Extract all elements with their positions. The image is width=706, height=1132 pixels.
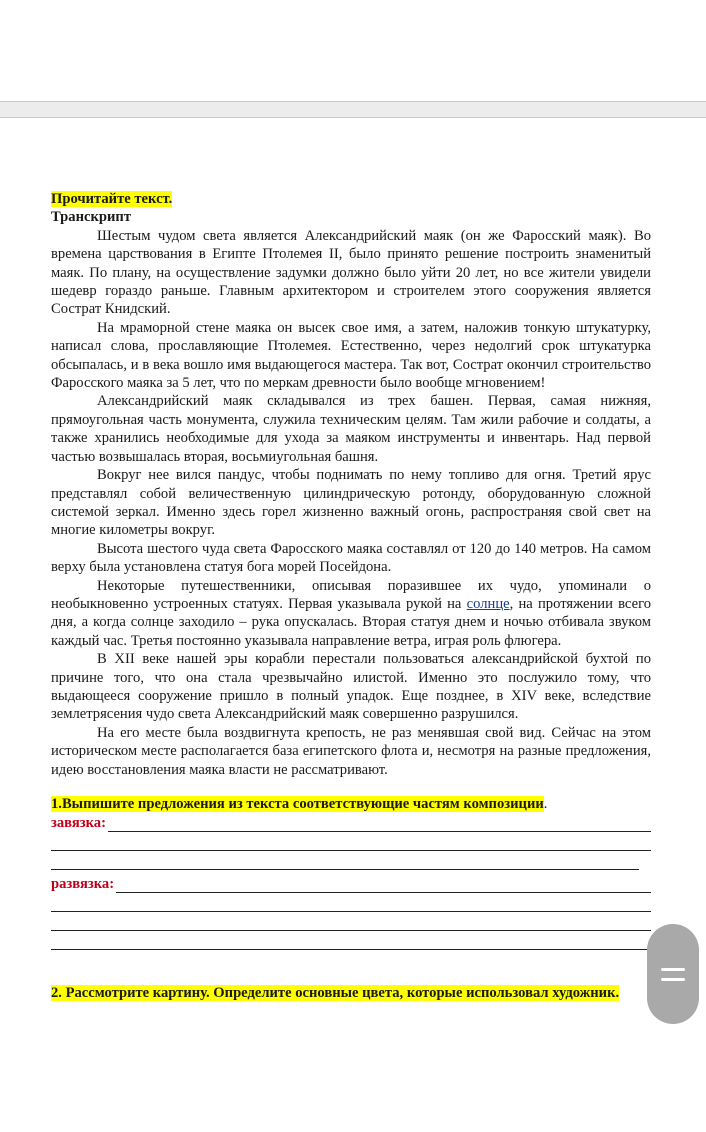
drag-handle-icon[interactable] bbox=[647, 924, 699, 1024]
transcript-title: Транскрипт bbox=[51, 209, 131, 226]
previous-page bbox=[0, 0, 706, 102]
handle-bar bbox=[661, 968, 685, 971]
answer-row-razvyazka bbox=[51, 874, 651, 893]
paragraph-7: В XII веке нашей эры корабли перестали пользоваться александрийской бухтой по причине того, что она стала чрезвычайно илистой. Именно это послужило тому, что выдающееся сооружение пришло в полный упадок. Еще позднее, в XIV веке, вследствие землетрясения чудо света Александрийский маяк совершенно разрушился. bbox=[51, 651, 651, 723]
paragraph-4: Вокруг нее вился пандус, чтобы поднимать по нему топливо для огня. Третий ярус представлял собой величественную цилиндрическую ротонду, оборудованную сложной системой зеркал. Именно здесь горел жизненно важный огонь, распространяя свой свет на многие километры вокруг. bbox=[51, 467, 651, 539]
answer-row-zavyazka bbox=[51, 813, 651, 832]
answer-line bbox=[51, 851, 639, 870]
answer-line bbox=[116, 877, 651, 893]
answer-line bbox=[51, 832, 651, 851]
answer-line bbox=[51, 893, 651, 912]
task-2-title-text: 2. Рассмотрите картину. Определите основные цвета, которые использовал художник. bbox=[51, 985, 620, 1002]
paragraph-6-start: Некоторые путешественники, описывая поразившее их чудо, упоминали о необыкновенно устроенных статуях. Первая указывала рукой на bbox=[51, 577, 651, 612]
zavyazka-label: завязка: bbox=[51, 815, 106, 831]
paragraph-3: Александрийский маяк складывался из трех башен. Первая, самая нижняя, прямоугольная часть монумента, служила техническим целям. Там жили рабочие и солдаты, а также хранились необходимые для ухода за маяком инструменты и инвентарь. Над первой частью возвышалась вторая, восьмиугольная башня. bbox=[51, 393, 651, 465]
task-1-title-text: 1.Выпишите предложения из текста соответствующие частям композиции bbox=[51, 796, 544, 812]
task-heading-text: Прочитайте текст. bbox=[51, 191, 173, 207]
task-heading bbox=[51, 190, 651, 208]
paragraph-8: На его месте была воздвигнута крепость, не раз менявшая свой вид. Сейчас на этом историческом месте располагается база египетского флота и, несмотря на разные предложения, идею восстановления маяка власти не рассматривают. bbox=[51, 724, 651, 778]
handle-bar bbox=[661, 978, 685, 981]
sun-link[interactable]: солнце bbox=[466, 595, 510, 612]
razvyazka-label: развязка: bbox=[51, 876, 115, 892]
paragraph-6-end: , на протяжении всего дня, а когда солнце заходило – рука опускалась. Вторая статуя днем и ночью отбивала звуком каждый час. Третья постоянно указывала направление ветра, играя роль флюгера. bbox=[51, 595, 651, 649]
task-1-title-period: . bbox=[543, 796, 548, 812]
answer-line bbox=[51, 912, 651, 931]
document-content bbox=[51, 190, 651, 1017]
task-1 bbox=[51, 795, 651, 950]
task-1-title bbox=[51, 795, 651, 813]
paragraph-2: На мраморной стене маяка он высек свое имя, а затем, наложив тонкую штукатурку, написал слова, прославляющие Птолемея. Естественно, через недолгий срок штукатурка обсыпалась, и в века вошло имя выдающегося мастера. Так вот, Сострат окончил строительство Фаросского маяка за 5 лет, что по меркам древности было вообще мгновением! bbox=[51, 319, 651, 392]
paragraph-6 bbox=[51, 577, 651, 651]
paragraph-5: Высота шестого чуда света Фаросского маяка составлял от 120 до 140 метров. На самом верху была установлена статуя бога морей Посейдона. bbox=[51, 540, 651, 576]
answer-line bbox=[51, 931, 651, 950]
answer-line bbox=[108, 816, 651, 832]
paragraph-1: Шестым чудом света является Александрийский маяк (он же Фаросский маяк). Во времена царствования в Египте Птолемея II, было принято решение построить знаменитый маяк. По плану, на осуществление задумки должно было уйти 20 лет, но все жители увидели шедевр гораздо раньше. Главным архитектором и строителем этого сооружения является Сострат Книдский. bbox=[51, 227, 651, 318]
task-2 bbox=[51, 984, 651, 1002]
document-page bbox=[0, 117, 706, 1132]
